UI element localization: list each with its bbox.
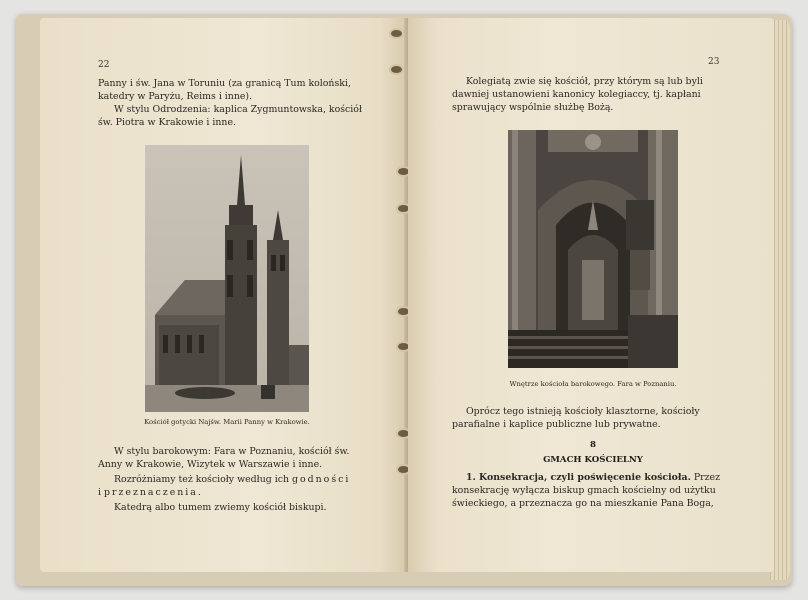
text-line: św. Piotra w Krakowie i inne. [98,117,236,128]
text-line: sprawujący wspólnie służbę Bożą. [452,102,614,113]
text-line: W stylu barokowym: Fara w Poznaniu, kościół św. [114,446,350,457]
section-number: 8 [590,440,596,450]
text-line: Kolegiatą zwie się kościół, przy którym są lub byli [466,76,703,87]
binding-hole [391,66,402,73]
page-number: 23 [708,57,720,67]
sub-heading: 1. Konsekracja, czyli poświęcenie kościoła. [466,472,691,483]
figure-caption: Kościół gotycki Najśw. Marii Panny w Krakowie. [144,418,310,426]
text-line: parafialne i kaplice publiczne lub prywatne. [452,419,661,430]
baroque-interior-photo [508,130,678,368]
text-line: Anny w Krakowie, Wizytek w Warszawie i inne. [98,459,323,470]
page-number: 22 [98,60,110,70]
right-page [408,18,774,572]
text-line: świeckiego, a przeznacza go na mieszkanie Pana Boga, [452,498,714,509]
figure-caption: Wnętrze kościoła barokowego. Fara w Poznaniu. [509,380,677,388]
left-page [40,18,408,572]
text-line: Katedrą albo tumem zwiemy kościół biskupi. [114,502,327,513]
text-line: konsekrację wyłącza biskup gmach kościelny od użytku [452,485,716,496]
text-line: 1. Konsekracja, czyli poświęcenie kościoła. Przez [466,472,721,483]
text-line: W stylu Odrodzenia: kaplica Zygmuntowska, kościół [114,104,362,115]
text-line: dawniej ustanowieni kanonicy kolegiaccy, tj. kapłani [452,89,701,100]
text-line: katedry w Paryżu, Reims i inne). [98,91,253,102]
binding-hole [391,30,402,37]
section-title: GMACH KOŚCIELNY [543,455,643,465]
text-line: Oprócz tego istnieją kościoły klasztorne, kościoły [466,406,700,417]
text-line: Panny i św. Jana w Toruniu (za granicą Tum koloński, [98,78,351,89]
text-line: i przeznaczenia. [98,487,203,498]
gothic-church-photo [145,145,309,412]
text-line: Rozróżniamy też kościoły według ich godności [114,474,351,485]
